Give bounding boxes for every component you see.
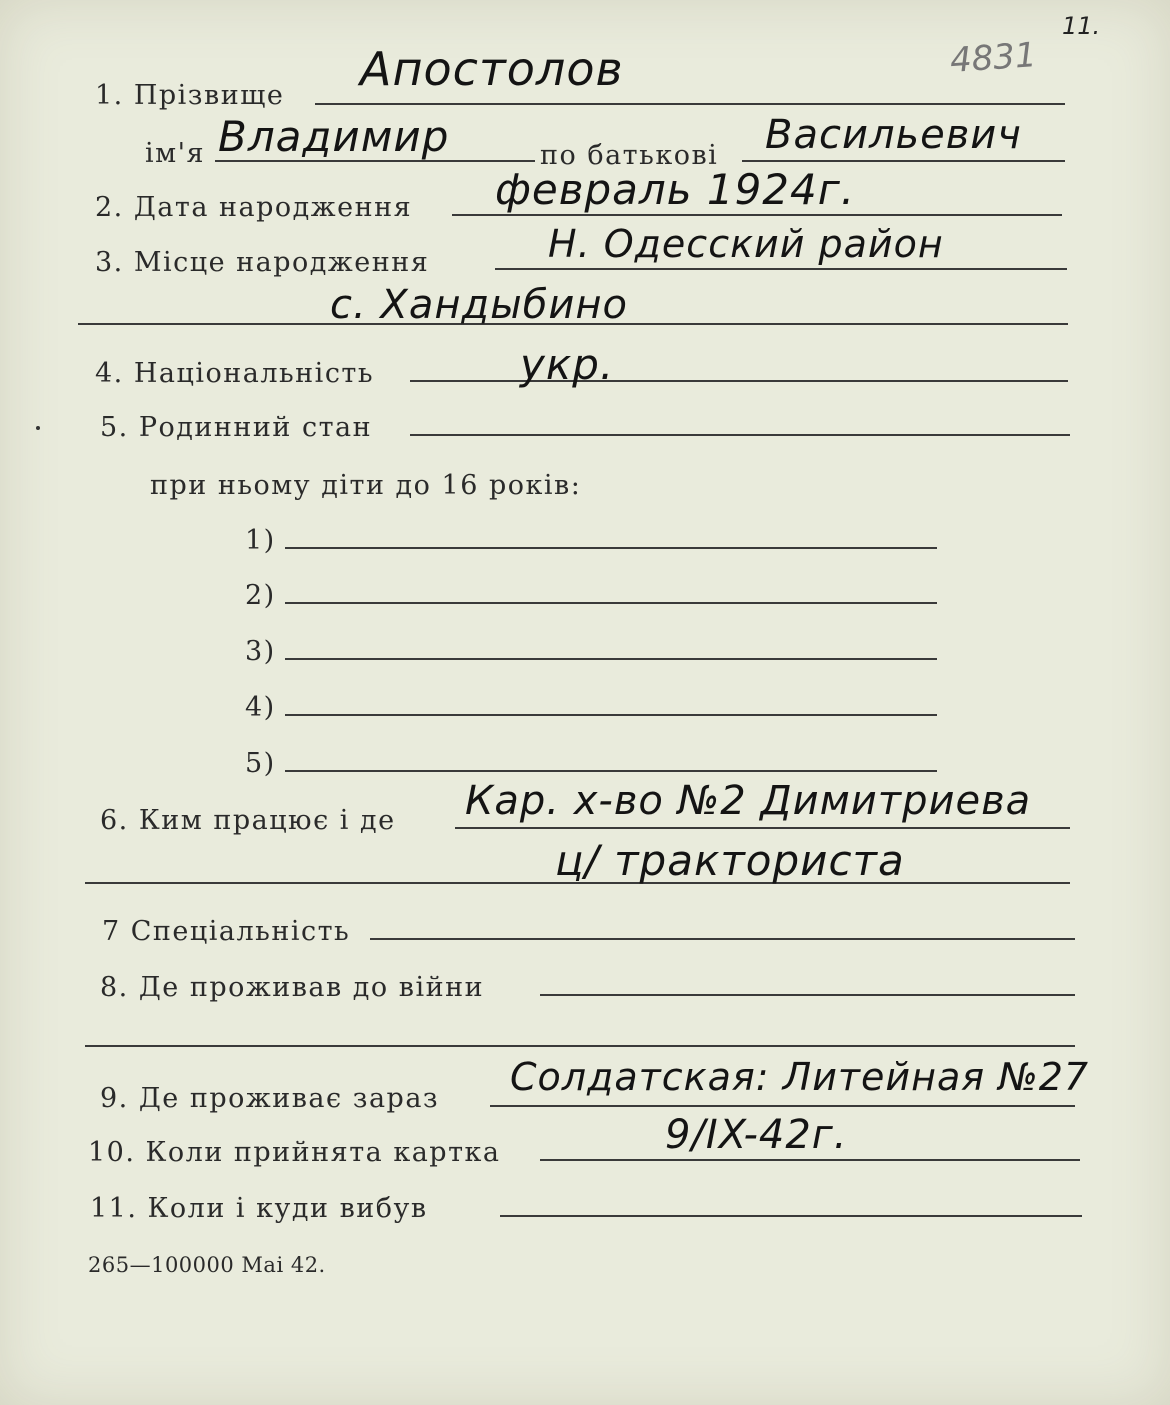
child-1-line <box>285 547 937 549</box>
patronymic-value: Васильевич <box>765 112 1022 158</box>
nationality-line <box>410 380 1068 382</box>
accepted-value: 9/IX-42г. <box>665 1112 848 1158</box>
sheet-mark: 11. <box>1062 12 1101 40</box>
departed-label: 11. Коли і куди вибув <box>90 1193 428 1224</box>
work-value-1: Кар. х-во №2 Димитриева <box>465 778 1032 824</box>
prewar-line-2 <box>85 1045 1075 1047</box>
prewar-label: 8. Де проживав до війни <box>100 972 485 1003</box>
child-2-label: 2) <box>245 580 276 611</box>
child-1-label: 1) <box>245 525 276 556</box>
patronymic-line <box>742 160 1065 162</box>
pob-label: 3. Місце народження <box>95 247 430 278</box>
work-value-2: ц/ тракториста <box>555 836 905 885</box>
current-value: Солдатская: Литейная №27 <box>510 1055 1090 1099</box>
pob-value-1: Н. Одесский район <box>548 222 944 266</box>
dob-value: февраль 1924г. <box>495 165 856 214</box>
current-line <box>490 1105 1075 1107</box>
child-3-label: 3) <box>245 636 276 667</box>
dob-label: 2. Дата народження <box>95 192 413 223</box>
child-2-line <box>285 602 937 604</box>
surname-value: Апостолов <box>360 42 624 96</box>
name-value: Владимир <box>218 112 450 161</box>
child-4-label: 4) <box>245 692 276 723</box>
name-label: ім'я <box>145 138 206 169</box>
specialty-label: 7 Спеціальність <box>102 916 351 947</box>
archive-number: 4831 <box>948 35 1038 81</box>
departed-line <box>500 1215 1082 1217</box>
child-5-line <box>285 770 937 772</box>
children-label: при ньому діти до 16 років: <box>150 470 582 501</box>
child-4-line <box>285 714 937 716</box>
print-info: 265—100000 Mai 42. <box>88 1253 326 1277</box>
nationality-label: 4. Національність <box>95 358 375 389</box>
marital-line <box>410 434 1070 436</box>
accepted-line <box>540 1159 1080 1161</box>
dob-line <box>452 214 1062 216</box>
surname-line <box>315 103 1065 105</box>
child-3-line <box>285 658 937 660</box>
ink-dot <box>36 426 40 430</box>
marital-label: 5. Родинний стан <box>100 412 373 443</box>
work-label: 6. Ким працює і де <box>100 805 396 836</box>
pob-line <box>495 268 1067 270</box>
child-5-label: 5) <box>245 748 276 779</box>
work-line <box>455 827 1070 829</box>
pob-value-2: с. Хандыбино <box>330 282 629 328</box>
surname-label: 1. Прізвище <box>95 80 285 111</box>
accepted-label: 10. Коли прийнята картка <box>88 1137 501 1168</box>
patronymic-label: по батькові <box>540 140 719 171</box>
specialty-line <box>370 938 1075 940</box>
current-label: 9. Де проживає зараз <box>100 1083 440 1114</box>
prewar-line <box>540 994 1075 996</box>
nationality-value: укр. <box>520 340 615 389</box>
